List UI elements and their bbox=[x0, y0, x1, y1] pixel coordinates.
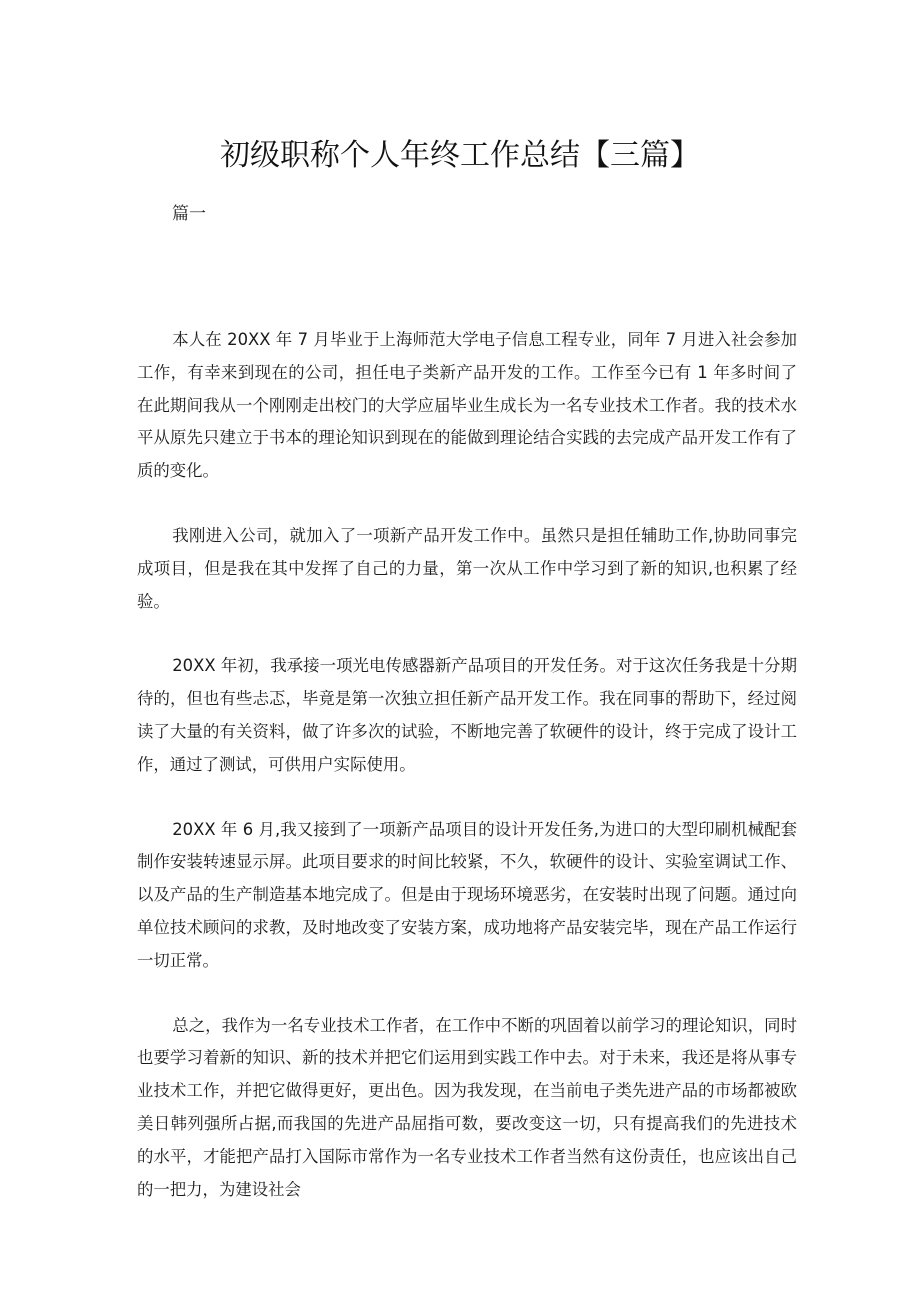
paragraph-2: 我刚进入公司，就加入了一项新产品开发工作中。虽然只是担任辅助工作,协助同事完成项目，但是我在其中发挥了自己的力量，第一次从工作中学习到了新的知识,也积累了经验。 bbox=[137, 525, 797, 611]
document-body bbox=[137, 324, 797, 1238]
paragraph-3: 20XX 年初，我承接一项光电传感器新产品项目的开发任务。对于这次任务我是十分期待的，但也有些忐忑，毕竟是第一次独立担任新产品开发工作。我在同事的帮助下，经过阅读了大量的有关资料，做了许多次的试验，不断地完善了软硬件的设计，终于完成了设计工作，通过了测试，可供用户实际使用。 bbox=[137, 656, 797, 774]
document-title: 初级职称个人年终工作总结【三篇】 bbox=[220, 138, 700, 173]
paragraph-5: 总之，我作为一名专业技术工作者，在工作中不断的巩固着以前学习的理论知识，同时也要学习着新的知识、新的技术并把它们运用到实践工作中去。对于未来，我还是将从事专业技术工作，并把它做得更好，更出色。因为我发现，在当前电子类先进产品的市场都被欧美日韩列强所占据,而我国的先进产品屈指可数，要改变这一切，只有提高我们的先进技术的水平，才能把产品打入国际市常作为一名专业技术工作者当然有这份责任，也应该出自己的一把力，为建设社会 bbox=[137, 1015, 797, 1199]
paragraph-4: 20XX 年 6 月,我又接到了一项新产品项目的设计开发任务,为进口的大型印刷机械配套制作安装转速显示屏。此项目要求的时间比较紧，不久，软硬件的设计、实验室调试工作、以及产品的生产制造基本地完成了。但是由于现场环境恶劣，在安装时出现了问题。通过向单位技术顾问的求教，及时地改变了安装方案，成功地将产品安装完毕，现在产品工作运行一切正常。 bbox=[137, 819, 797, 970]
paragraph-1: 本人在 20XX 年 7 月毕业于上海师范大学电子信息工程专业，同年 7 月进入社会参加工作，有幸来到现在的公司，担任电子类新产品开发的工作。工作至今已有 1 年多时间了在此期间我从一个刚刚走出校门的大学应届毕业生成长为一名专业技术工作者。我的技术水平从原先只建立于书本的理论知识到现在的能做到理论结合实践的去完成产品开发工作有了质的变化。 bbox=[137, 330, 797, 481]
section-heading: 篇一 bbox=[172, 204, 206, 224]
